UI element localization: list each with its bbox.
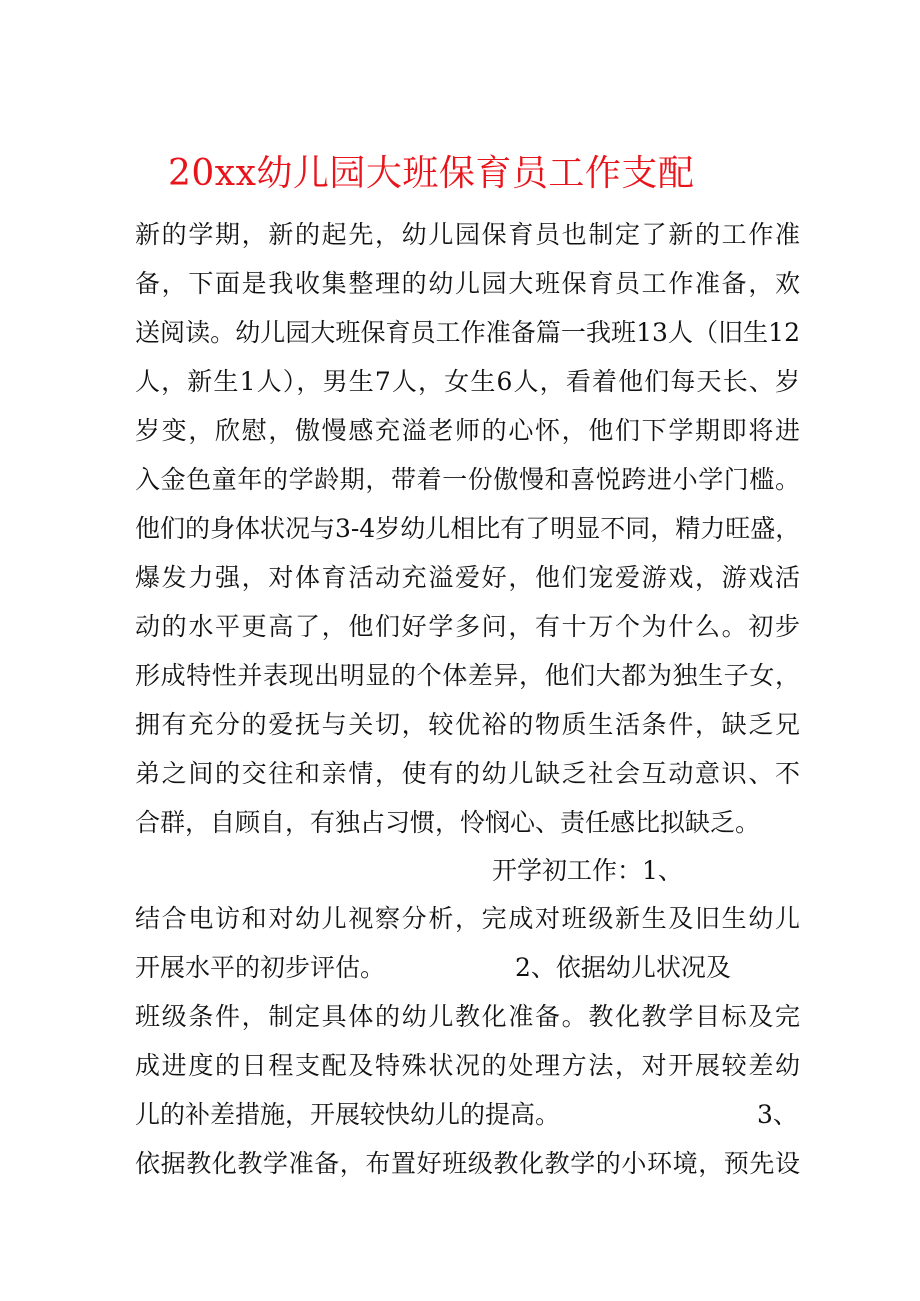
work-line: 开展水平的初步评估。 xyxy=(135,953,386,982)
paragraph-line: 形成特性并表现出明显的个体差异，他们大都为独生子女， xyxy=(135,661,800,690)
work-line: 结合电访和对幼儿视察分析，完成对班级新生及旧生幼儿 xyxy=(135,904,800,933)
section-heading: 开学初工作：1、 xyxy=(492,856,683,885)
paragraph-line: 备，下面是我收集整理的幼儿园大班保育员工作准备，欢 xyxy=(135,269,800,298)
paragraph-line: 送阅读。幼儿园大班保育员工作准备篇一我班13人（旧生12 xyxy=(135,318,800,347)
paragraph-line: 他们的身体状况与3-4岁幼儿相比有了明显不同，精力旺盛， xyxy=(135,514,801,543)
work-line: 班级条件，制定具体的幼儿教化准备。教化教学目标及完 xyxy=(135,1002,800,1031)
paragraph-line: 合群，自顾自，有独占习惯，怜悯心、责任感比拟缺乏。 xyxy=(135,808,761,837)
work-line: 2、依据幼儿状况及 xyxy=(515,953,731,982)
work-line: 儿的补差措施，开展较快幼儿的提高。 xyxy=(135,1100,561,1129)
work-line: 成进度的日程支配及特殊状况的处理方法，对开展较差幼 xyxy=(135,1051,800,1080)
document-title: 20xx幼儿园大班保育员工作支配 xyxy=(168,153,695,194)
paragraph-line: 弟之间的交往和亲情，使有的幼儿缺乏社会互动意识、不 xyxy=(135,759,800,788)
paragraph-line: 人，新生1人），男生7人，女生6人，看着他们每天长、岁 xyxy=(135,367,800,396)
paragraph-line: 爆发力强，对体育活动充溢爱好，他们宠爱游戏，游戏活 xyxy=(135,563,800,592)
paragraph-line: 动的水平更高了，他们好学多问，有十万个为什么。初步 xyxy=(135,612,800,641)
paragraph-line: 新的学期，新的起先，幼儿园保育员也制定了新的工作准 xyxy=(135,220,800,249)
paragraph-line: 入金色童年的学龄期，带着一份傲慢和喜悦跨进小学门槛。 xyxy=(135,465,800,494)
work-line: 依据教化教学准备，布置好班级教化教学的小环境，预先设 xyxy=(135,1149,800,1178)
paragraph-line: 拥有充分的爱抚与关切，较优裕的物质生活条件，缺乏兄 xyxy=(135,710,800,739)
work-line: 3、 xyxy=(757,1100,798,1129)
paragraph-line: 岁变，欣慰，傲慢感充溢老师的心怀，他们下学期即将进 xyxy=(135,416,800,445)
